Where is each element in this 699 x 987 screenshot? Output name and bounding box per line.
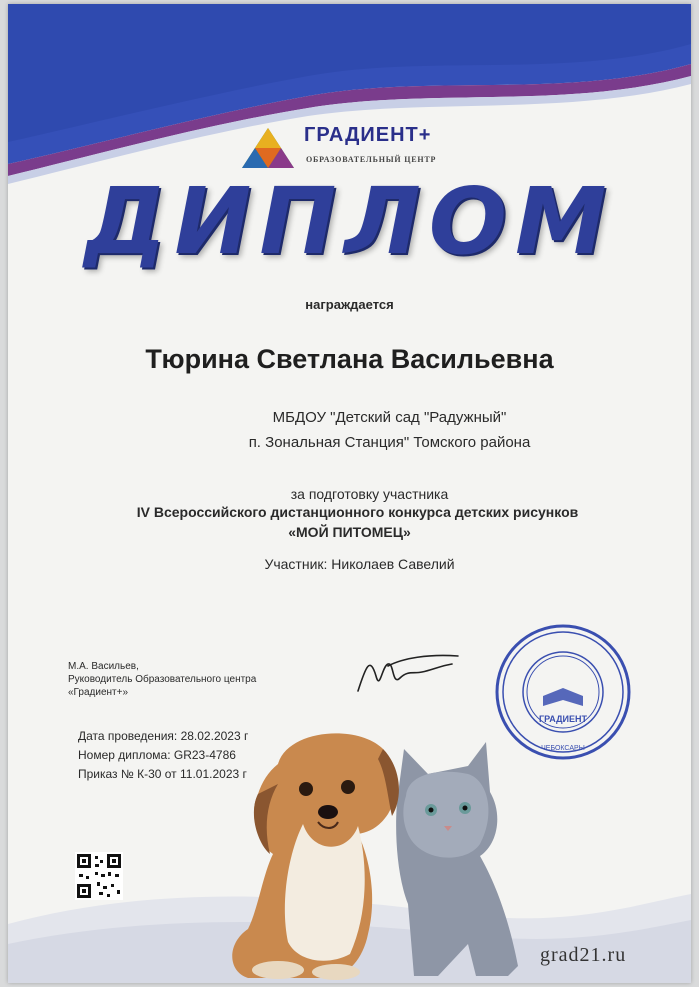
diploma-number: Номер диплома: GR23-4786 — [78, 748, 236, 762]
reason-prep: за подготовку участника — [290, 486, 449, 502]
awarded-label: награждается — [305, 297, 394, 312]
diploma-page — [8, 4, 691, 983]
stamp-center-text: ГРАДИЕНТ — [538, 714, 588, 724]
order-number: Приказ № К-30 от 11.01.2023 г — [78, 767, 247, 781]
contest-name: «МОЙ ПИТОМЕЦ» — [288, 524, 411, 540]
dog-illustration — [232, 733, 399, 980]
brand-logo — [240, 124, 570, 174]
cat-illustration — [396, 742, 518, 976]
event-date: Дата проведения: 28.02.2023 г — [78, 729, 249, 743]
organization-line2: п. Зональная Станция" Томского района — [248, 434, 531, 451]
stamp-city: ЧЕБОКСАРЫ — [541, 745, 585, 752]
signatory-position: Руководитель Образовательного центра — [68, 674, 257, 685]
contest-title: IV Всероссийского дистанционного конкурса детских рисунков — [136, 504, 579, 520]
pets-illustration — [218, 704, 578, 983]
logo-name: ГРАДИЕНТ+ — [304, 124, 432, 146]
recipient-name: Тюрина Светлана Васильевна — [145, 344, 554, 374]
logo-subtitle: ОБРАЗОВАТЕЛЬНЫЙ ЦЕНТР — [306, 155, 437, 164]
signatory-org: «Градиент+» — [68, 687, 129, 698]
signatory-block — [68, 660, 256, 699]
website-label: grad21.ru — [540, 944, 627, 966]
participant: Участник: Николаев Савелий — [264, 556, 455, 572]
signature-icon — [348, 636, 468, 706]
signatory-name: М.А. Васильев, — [68, 661, 139, 672]
organization-line1: МБДОУ "Детский сад "Радужный" — [272, 409, 507, 426]
diploma-title: ДИПЛОМ — [84, 168, 615, 275]
logo-triangle-icon — [240, 126, 296, 170]
